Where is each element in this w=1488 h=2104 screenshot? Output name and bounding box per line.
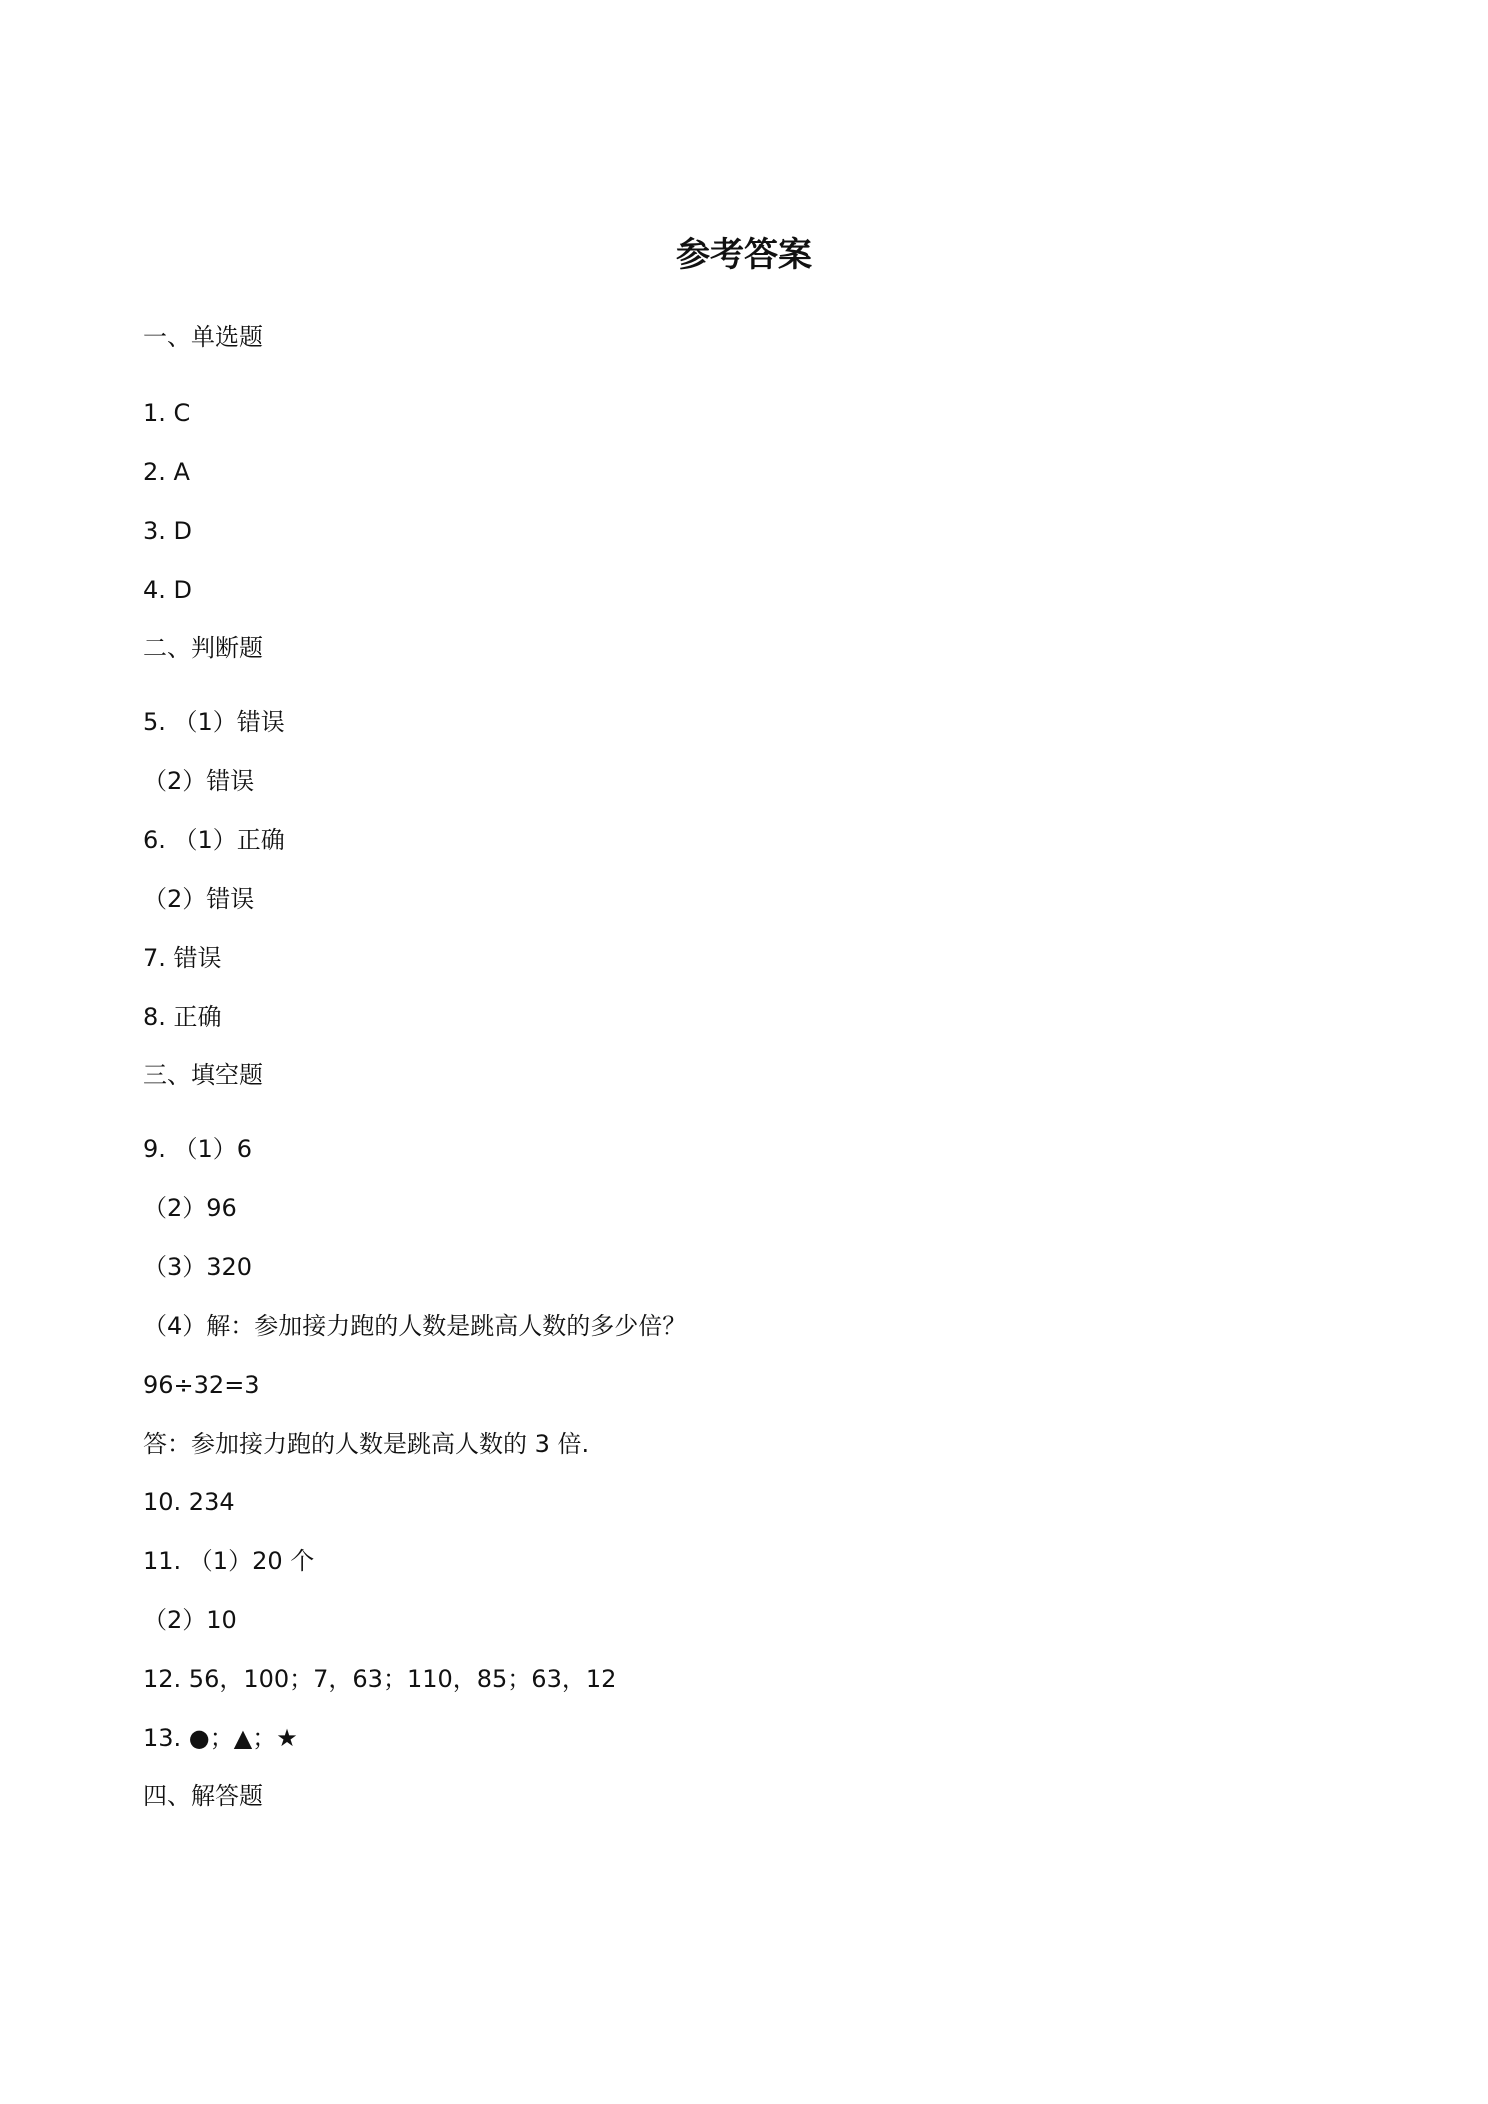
answer-line: 3. D <box>143 517 193 545</box>
page-title: 参考答案 <box>676 235 812 275</box>
answer-line: 6. （1）正确 <box>143 826 285 854</box>
answer-line: 7. 错误 <box>143 944 222 972</box>
answer-line: （2）错误 <box>143 885 255 913</box>
section-heading-single-choice: 一、单选题 <box>143 323 263 351</box>
answer-line: 5. （1）错误 <box>143 708 285 736</box>
section-heading-solution: 四、解答题 <box>143 1782 263 1810</box>
answer-line: 12. 56，100；7，63；110，85；63，12 <box>143 1665 617 1693</box>
answer-line: 10. 234 <box>143 1488 235 1516</box>
answer-line: 13. ●；▲；★ <box>143 1724 298 1752</box>
answer-line: 11. （1）20 个 <box>143 1547 315 1575</box>
answer-line: 96÷32=3 <box>143 1371 260 1399</box>
answer-line: 1. C <box>143 399 191 427</box>
answer-line: （2）10 <box>143 1606 237 1634</box>
answer-line: 9. （1）6 <box>143 1135 253 1163</box>
answer-line: （2）错误 <box>143 767 255 795</box>
answer-line: （3）320 <box>143 1253 253 1281</box>
section-heading-true-false: 二、判断题 <box>143 634 263 662</box>
answer-line: （4）解：参加接力跑的人数是跳高人数的多少倍？ <box>143 1312 687 1340</box>
answer-line: 2. A <box>143 458 190 486</box>
section-heading-fill-blank: 三、填空题 <box>143 1061 263 1089</box>
answer-line: 答：参加接力跑的人数是跳高人数的 3 倍. <box>143 1430 590 1458</box>
answer-line: （2）96 <box>143 1194 237 1222</box>
answer-line: 4. D <box>143 576 193 604</box>
answer-line: 8. 正确 <box>143 1003 222 1031</box>
